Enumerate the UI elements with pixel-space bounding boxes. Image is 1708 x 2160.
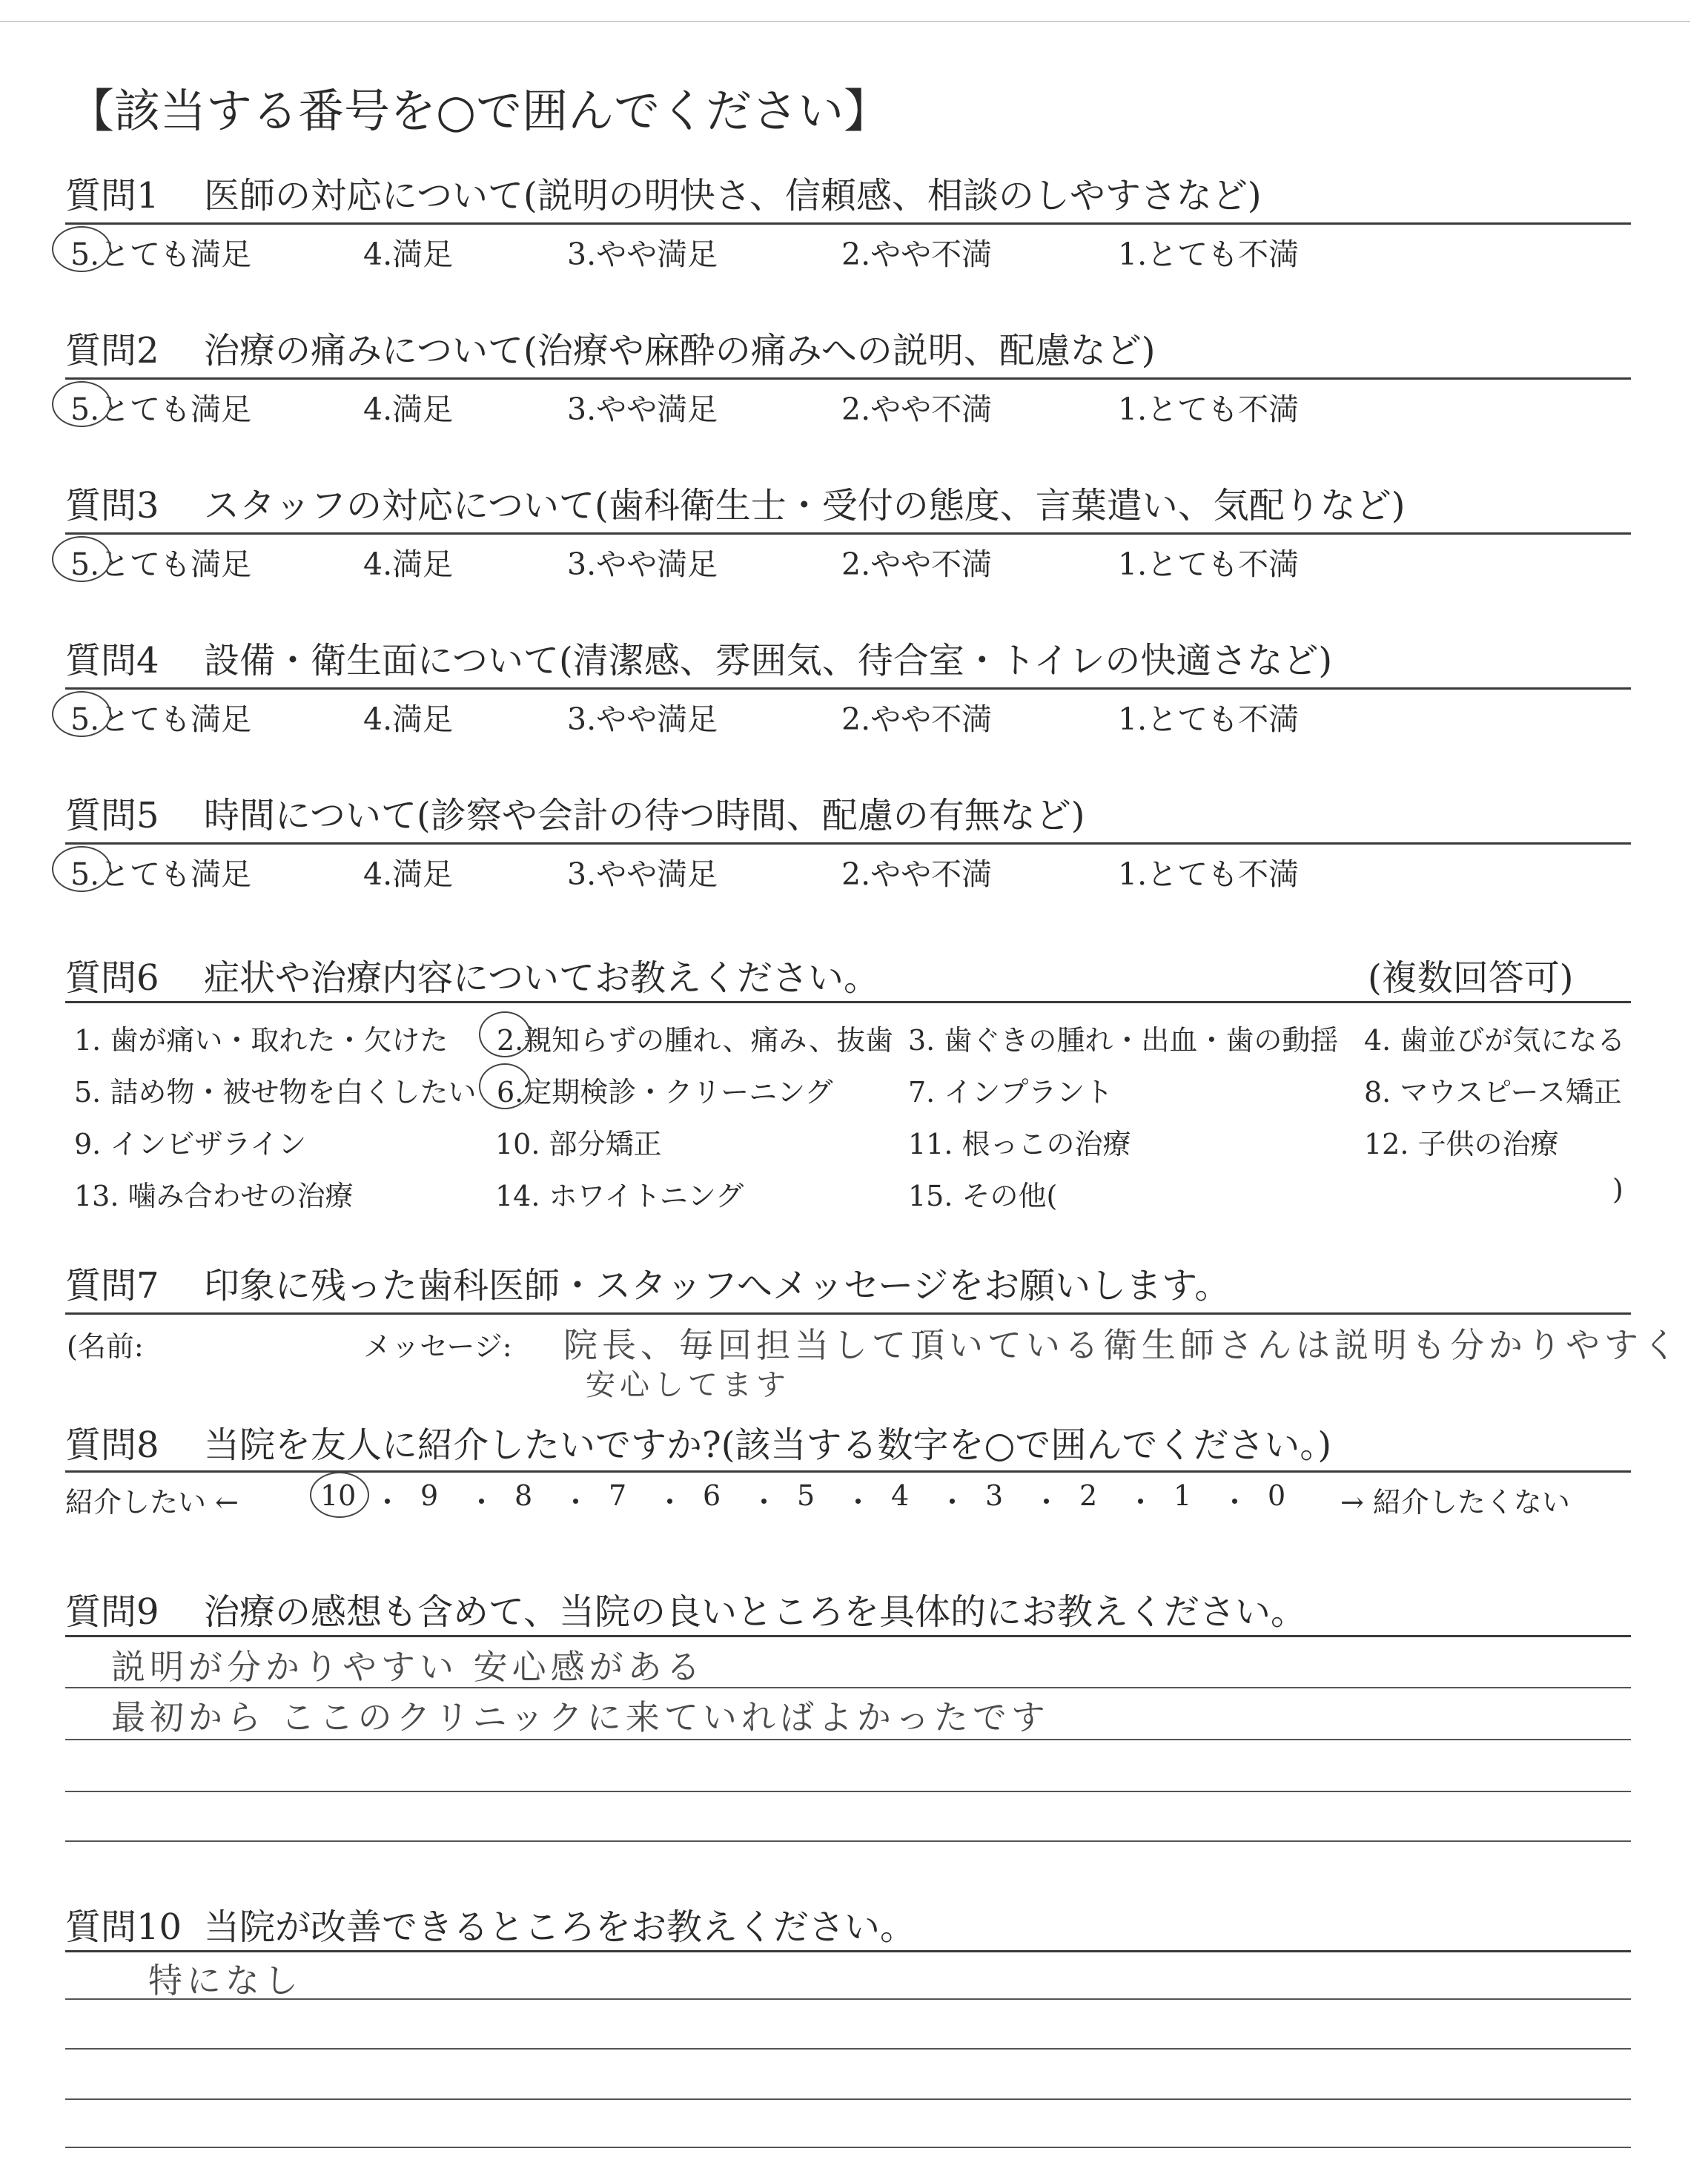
q6-number: 質問6 (65, 957, 159, 999)
q8-scale-value[interactable]: 10 (320, 1479, 357, 1512)
question-5-rule (65, 842, 1631, 845)
q10-number: 質問10 (65, 1906, 182, 1948)
question-1-option[interactable]: 1.とても不満 (1118, 237, 1300, 272)
q8-scale-dot: ・ (1220, 1486, 1249, 1519)
q9-answer-line (65, 1791, 1631, 1792)
q7-message-label: メッセージ: (363, 1330, 512, 1363)
q7-text: 印象に残った歯科医師・スタッフへメッセージをお願いします。 (204, 1265, 1231, 1307)
question-5-number: 質問5 (65, 795, 159, 836)
question-4-option[interactable]: 1.とても不満 (1118, 701, 1300, 737)
question-1-text: 医師の対応について(説明の明快さ、信頼感、相談のしやすさなど) (204, 175, 1262, 217)
selected-circle-mark (52, 846, 111, 892)
q6-option[interactable]: 4. 歯並びが気になる (1364, 1024, 1626, 1057)
q8-text: 当院を友人に紹介したいですか?(該当する数字を○で囲んでください。) (204, 1424, 1332, 1466)
question-5-option[interactable]: 3.やや満足 (567, 856, 718, 892)
question-5-option[interactable]: 5.とても満足 (70, 856, 252, 892)
q7-number: 質問7 (65, 1265, 159, 1307)
q7-message-line2: 安心してます (586, 1368, 790, 1402)
question-3-option[interactable]: 1.とても不満 (1118, 546, 1300, 582)
question-3-option[interactable]: 3.やや満足 (567, 546, 718, 582)
question-1-option[interactable]: 4.満足 (363, 237, 454, 272)
q8-scale-value[interactable]: 2 (1079, 1479, 1098, 1512)
q7-message-line1: 院長、毎回担当して頂いている衛生師さんは説明も分かりやすく (563, 1325, 1681, 1365)
q10-text: 当院が改善できるところをお教えください。 (204, 1906, 916, 1948)
q6-option[interactable]: 15. その他( (908, 1180, 1058, 1212)
q6-option[interactable]: 9. インビザライン (74, 1128, 307, 1160)
q7-name-label: (名前: (67, 1330, 144, 1363)
question-1-number: 質問1 (65, 175, 159, 217)
scan-edge-line (0, 21, 1690, 22)
q8-scale-value[interactable]: 6 (703, 1479, 721, 1512)
q8-scale-value[interactable]: 5 (797, 1479, 815, 1512)
question-2-option[interactable]: 5.とても満足 (70, 392, 252, 427)
question-3-option[interactable]: 2.やや不満 (841, 546, 993, 582)
q10-answer-line (65, 2098, 1631, 2100)
q10-answer-line (65, 2048, 1631, 2050)
question-4-number: 質問4 (65, 640, 159, 681)
q6-note: (複数回答可) (1368, 957, 1574, 999)
q8-number: 質問8 (65, 1424, 159, 1466)
question-3-option[interactable]: 4.満足 (363, 546, 454, 582)
question-4-option[interactable]: 3.やや満足 (567, 701, 718, 737)
question-2-option[interactable]: 1.とても不満 (1118, 392, 1300, 427)
q10-answer-line (65, 2147, 1631, 2148)
q8-scale-value[interactable]: 4 (891, 1479, 910, 1512)
question-1-rule (65, 222, 1631, 225)
q7-rule (65, 1312, 1631, 1315)
selected-circle-mark (52, 226, 111, 272)
question-2-option[interactable]: 4.満足 (363, 392, 454, 427)
q8-scale-value[interactable]: 9 (420, 1479, 439, 1512)
q8-scale-value[interactable]: 3 (985, 1479, 1004, 1512)
q6-other-close-paren: ) (1612, 1173, 1623, 1206)
q8-rule (65, 1470, 1631, 1473)
q6-option[interactable]: 6.定期検診・クリーニング (497, 1076, 833, 1109)
q6-option[interactable]: 3. 歯ぐきの腫れ・出血・歯の動揺 (908, 1024, 1339, 1057)
q8-scale-value[interactable]: 8 (514, 1479, 533, 1512)
question-2-rule (65, 377, 1631, 380)
selected-circle-mark (52, 691, 111, 737)
q8-scale-value[interactable]: 7 (609, 1479, 627, 1512)
q6-option[interactable]: 8. マウスピース矯正 (1364, 1076, 1622, 1109)
question-4-text: 設備・衛生面について(清潔感、雰囲気、待合室・トイレの快適さなど) (204, 640, 1333, 681)
q8-scale-value[interactable]: 0 (1268, 1479, 1286, 1512)
q8-left-label: 紹介したい ← (65, 1486, 239, 1519)
q6-option[interactable]: 2.親知らずの腫れ、痛み、抜歯 (497, 1024, 893, 1057)
question-4-option[interactable]: 5.とても満足 (70, 701, 252, 737)
instruction-header: 【該当する番号を○で囲んでください】 (68, 84, 890, 138)
question-1-option[interactable]: 2.やや不満 (841, 237, 993, 272)
q9-text: 治療の感想も含めて、当院の良いところを具体的にお教えください。 (204, 1591, 1307, 1633)
q6-rule (65, 1001, 1631, 1003)
q6-option[interactable]: 11. 根っこの治療 (908, 1128, 1131, 1160)
question-3-option[interactable]: 5.とても満足 (70, 546, 252, 582)
question-1-option[interactable]: 3.やや満足 (567, 237, 718, 272)
q8-scale-dot: ・ (1032, 1486, 1061, 1519)
question-5-option[interactable]: 2.やや不満 (841, 856, 993, 892)
selected-circle-mark (52, 381, 111, 427)
question-3-rule (65, 532, 1631, 535)
q8-scale-dot: ・ (561, 1486, 590, 1519)
q6-option[interactable]: 12. 子供の治療 (1364, 1128, 1559, 1160)
question-5-text: 時間について(診察や会計の待つ時間、配慮の有無など) (204, 795, 1085, 836)
selected-circle-mark (479, 1063, 531, 1109)
q8-scale-dot: ・ (749, 1486, 778, 1519)
q6-option[interactable]: 14. ホワイトニング (495, 1180, 744, 1212)
question-5-option[interactable]: 1.とても不満 (1118, 856, 1300, 892)
question-2-option[interactable]: 2.やや不満 (841, 392, 993, 427)
selected-circle-mark (479, 1011, 531, 1057)
question-2-option[interactable]: 3.やや満足 (567, 392, 718, 427)
q10-rule (65, 1950, 1631, 1952)
question-5-option[interactable]: 4.満足 (363, 856, 454, 892)
q8-scale-dot: ・ (844, 1486, 873, 1519)
q6-option[interactable]: 1. 歯が痛い・取れた・欠けた (74, 1024, 448, 1057)
q8-scale-dot: ・ (655, 1486, 684, 1519)
q8-scale-dot: ・ (467, 1486, 496, 1519)
question-3-number: 質問3 (65, 485, 159, 526)
q6-option[interactable]: 5. 詰め物・被せ物を白くしたい (74, 1076, 477, 1109)
q6-option[interactable]: 10. 部分矯正 (495, 1128, 662, 1160)
q9-rule (65, 1635, 1631, 1637)
selected-circle-mark (52, 536, 111, 582)
q9-answer-line1: 説明が分かりやすい 安心感がある (111, 1647, 705, 1687)
q8-scale-dot: ・ (1126, 1486, 1155, 1519)
question-3-text: スタッフの対応について(歯科衛生士・受付の態度、言葉遣い、気配りなど) (204, 485, 1406, 526)
question-2-text: 治療の痛みについて(治療や麻酔の痛みへの説明、配慮など) (204, 330, 1156, 371)
question-4-option[interactable]: 4.満足 (363, 701, 454, 737)
q8-scale-dot: ・ (373, 1486, 402, 1519)
q10-answer-line1: 特になし (148, 1961, 302, 2001)
question-4-rule (65, 687, 1631, 690)
question-4-option[interactable]: 2.やや不満 (841, 701, 993, 737)
question-1-option[interactable]: 5.とても満足 (70, 237, 252, 272)
selected-circle-mark (310, 1472, 369, 1518)
question-2-number: 質問2 (65, 330, 159, 371)
q6-option[interactable]: 13. 噛み合わせの治療 (74, 1180, 354, 1212)
q6-text: 症状や治療内容についてお教えください。 (204, 957, 880, 999)
q9-answer-line (65, 1840, 1631, 1842)
q8-scale-value[interactable]: 1 (1174, 1479, 1192, 1512)
q9-number: 質問9 (65, 1591, 159, 1633)
q9-answer-line2: 最初から ここのクリニックに来ていればよかったです (111, 1697, 1050, 1737)
q6-option[interactable]: 7. インプラント (908, 1076, 1113, 1109)
q8-right-label: → 紹介したくない (1340, 1486, 1570, 1519)
q8-scale-dot: ・ (938, 1486, 967, 1519)
